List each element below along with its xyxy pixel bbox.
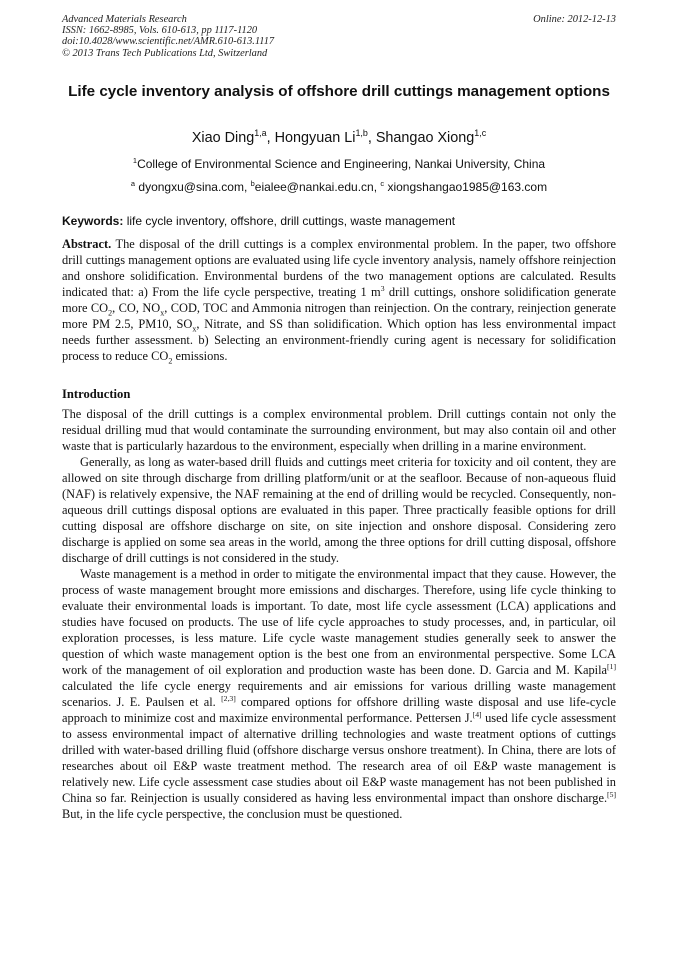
- copyright-line: © 2013 Trans Tech Publications Ltd, Switzerland: [62, 47, 268, 59]
- author-name: Hongyuan Li: [274, 130, 356, 146]
- paragraph-text: calculated the life cycle energy requirements and air emissions for various drilling waste management scenarios. J. E. Paulsen et al.: [62, 679, 616, 709]
- abstract-text: , COD, TOC and Ammonia nitrogen than reinjection. On the contrary, reinjection generate more PM 2.5, PM10, SO: [62, 301, 616, 331]
- subscript: 2: [108, 308, 113, 318]
- email-list: $^a$ dyongxu@sina.com, $^b$eialee@nankai.edu.cn, $^c$ xiongshangao1985@163.com: [130, 179, 548, 194]
- paragraph: [62, 566, 616, 822]
- paragraph-text: But, in the life cycle perspective, the conclusion must be questioned.: [62, 807, 403, 821]
- issn-line: ISSN: 1662-8985, Vols. 610-613, pp 1117-1120: [62, 25, 258, 37]
- paragraph-text: used life cycle assessment to assess environmental impact of alternative drilling technologies and waste treatment options of cuttings drilled with water-based drilling fluid (offshore discharge versus onshore treatment). In China, there are lots of researches about oil E&P waste treatment method. The research area of oil E&P waste management is relatively new. Life cycle assessment case studies about oil E&P waste management has not been published in China so far. Reinjection is usually considered as having less environmental impact than onshore discharge.: [62, 711, 617, 805]
- journal-header: [62, 14, 616, 59]
- subscript: 2: [168, 356, 173, 366]
- abstract-text: , CO, NO: [112, 301, 161, 315]
- author-name: Shangao Xiong: [375, 130, 475, 146]
- author-affil-sup: 1,a: [254, 128, 267, 139]
- author-affil-sup: 1,c: [474, 128, 487, 139]
- citation-ref[interactable]: [4]: [472, 709, 482, 719]
- introduction-body: [62, 406, 616, 822]
- journal-name: Advanced Materials Research: [62, 14, 187, 25]
- citation-ref[interactable]: [5]: [607, 789, 616, 799]
- email-sup: a: [130, 179, 136, 188]
- author-affil-sup: 1,b: [355, 128, 368, 139]
- affil-sup: 1: [132, 156, 138, 165]
- doi-line: doi:10.4028/www.scientific.net/AMR.610-613.1117: [62, 36, 275, 48]
- abstract-text: emissions.: [172, 349, 228, 363]
- superscript: 3: [380, 283, 385, 293]
- email-link[interactable]: eialee@nankai.edu.cn: [254, 180, 374, 194]
- paragraph-text: Waste management is a method in order to mitigate the environmental impact that they cause. However, the process of waste management brought more emissions and discharges. Therefore, using life cycle thinking to evaluate their environmental loads is important. To date, most life cycle assessment (LCA) applications and studies have focused on products. The use of life cycle approaches to study processes, and, in particular, oil exploration processes, is less mature. Life cycle waste management studies generally seek to answer the question of which waste management option is the best one from an environmental perspective. Some LCA work of the management of oil exploration and production waste has been done. D. Garcia and M. Kapila: [62, 567, 616, 677]
- keywords-label: Keywords:: [62, 214, 124, 228]
- abstract-text: The disposal of the drill cuttings is a complex environmental problem. In the paper, two offshore drill cuttings management options are evaluated using life cycle inventory analysis, namely offshore reinjection and onshore solidification. Environmental burdens of the two management options are calculated. Results indicated that: a) From the life cycle perspective, treating 1 m: [62, 237, 617, 299]
- author-name: Xiao Ding: [191, 130, 255, 146]
- abstract-text: drill cuttings, onshore solidification generate more CO: [62, 285, 616, 315]
- paragraph-text: compared options for offshore drilling waste disposal and use life-cycle approach to minimize cost and maximize environmental performance. Pettersen J.: [62, 695, 617, 725]
- subscript: x: [160, 308, 165, 318]
- keywords: [62, 214, 616, 228]
- paragraph: Generally, as long as water-based drill fluids and cuttings meet criteria for toxicity and oil content, they are allowed on site through discharge from drilling platform/unit or at the seafloor. Because of non-aqueous fluid (NAF) is relatively expensive, the NAF remaining at the end of drilling would be recycled. Consequently, non-aqueous drill cuttings disposal options are evaluated in this paper. Three practically feasible options for drill cutting disposal are offshore discharge on site, on site injection and onshore disposal. Considering zero discharge is applied on some sea areas in the world, among the three options for drill cutting disposal, offshore discharge of drill cuttings is not considered in the study.: [62, 455, 616, 565]
- email-link[interactable]: xiongshangao1985@163.com: [387, 180, 548, 194]
- paper-title: Life cycle inventory analysis of offshore drill cuttings management options: [68, 83, 610, 100]
- abstract: [62, 236, 616, 364]
- email-sup: b: [250, 179, 255, 188]
- keywords-text: life cycle inventory, offshore, drill cuttings, waste management: [126, 214, 456, 228]
- affil-text: College of Environmental Science and Engineering, Nankai University, China: [137, 157, 546, 171]
- section-heading-introduction: Introduction: [62, 387, 131, 401]
- affiliation: [62, 157, 616, 171]
- paragraph: The disposal of the drill cuttings is a complex environmental problem. Drill cuttings contain not only the residual drilling mud that would contaminate the surrounding environment, but may also contain oil and other waste that is particularly hazardous to the environment, especially when drilling in a marine environment.: [62, 407, 616, 453]
- abstract-label: Abstract.: [62, 237, 112, 251]
- citation-ref[interactable]: [2,3]: [221, 693, 236, 703]
- email-sup: c: [380, 179, 385, 188]
- author-list: Xiao Ding$^{1,a}$, Hongyuan Li$^{1,b}$, Shangao Xiong$^{1,c}$: [191, 128, 487, 146]
- online-date: Online: 2012-12-13: [533, 14, 616, 25]
- citation-ref[interactable]: [1]: [607, 661, 616, 671]
- subscript: x: [192, 324, 197, 334]
- email-link[interactable]: dyongxu@sina.com: [138, 180, 244, 194]
- abstract-text: , Nitrate, and SS than solidification. Which option has less environmental impact needs further assessment. b) Selecting an environment-friendly curing agent is necessary for solidification process to reduce CO: [62, 317, 616, 363]
